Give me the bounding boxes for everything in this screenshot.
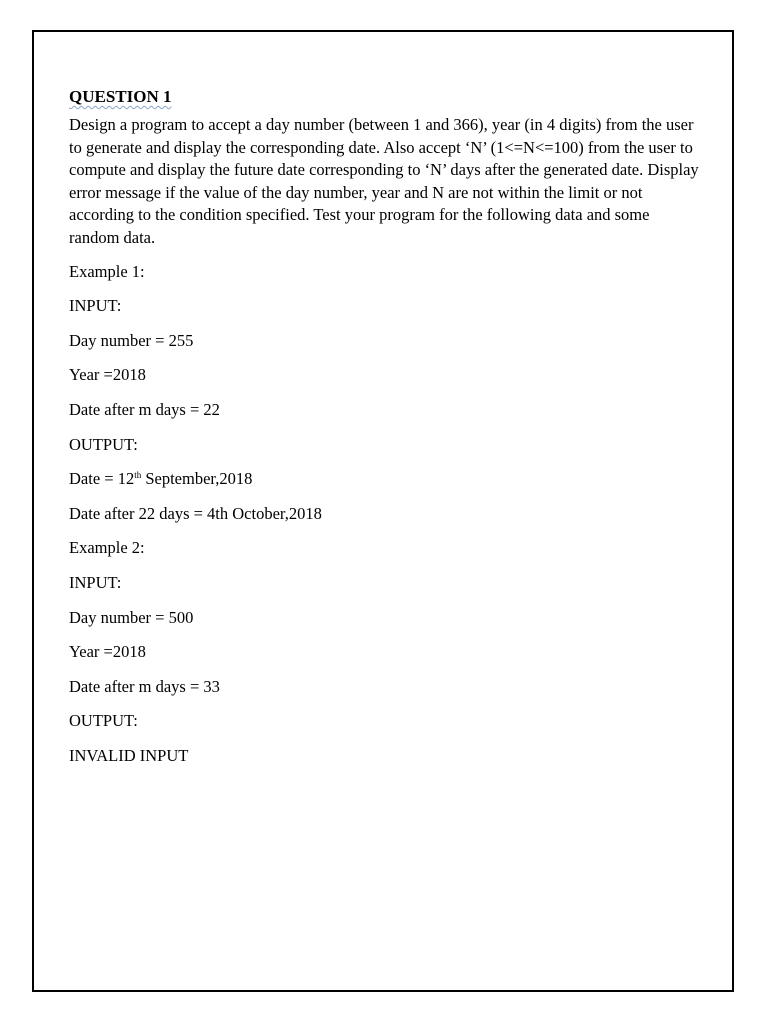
example-1-date: [69, 468, 699, 490]
example-1-title: Example 1:: [69, 261, 145, 281]
example-2-input-label: INPUT:: [69, 572, 122, 592]
example-2-title: Example 2:: [69, 538, 145, 558]
example-2-day-number: Day number = 500: [69, 607, 194, 627]
document-body: [69, 86, 699, 779]
example-1-output-label: OUTPUT:: [69, 434, 138, 454]
example-2-result: INVALID INPUT: [69, 745, 189, 765]
example-2-year: Year =2018: [69, 642, 146, 662]
example-2-output-label: OUTPUT:: [69, 711, 138, 731]
example-1-input-label: INPUT:: [69, 296, 122, 316]
example-1-day-number: Day number = 255: [69, 330, 194, 350]
question-description: Design a program to accept a day number (between 1 and 366), year (in 4 digits) from the user to generate and display the corresponding date. Also accept ‘N’ (1<=N<=100) from the user to compute and display the future date corresponding to ‘N’ days after the generated date. Display error message if the value of the day number, year and N are not within the limit or not according to the condition specified. Test your program for the following data and some random data.: [69, 115, 699, 247]
example-1-date-ordinal: th: [134, 470, 142, 481]
example-1-days-after: Date after m days = 22: [69, 399, 220, 419]
question-heading: QUESTION 1: [69, 87, 172, 106]
example-1-date-rest: September,2018: [141, 469, 253, 489]
example-1-date-prefix: Date = 12: [69, 469, 135, 489]
example-2-days-after: Date after m days = 33: [69, 676, 220, 696]
example-1-future-date: Date after 22 days = 4th October,2018: [69, 503, 322, 523]
example-1-year: Year =2018: [69, 365, 146, 385]
